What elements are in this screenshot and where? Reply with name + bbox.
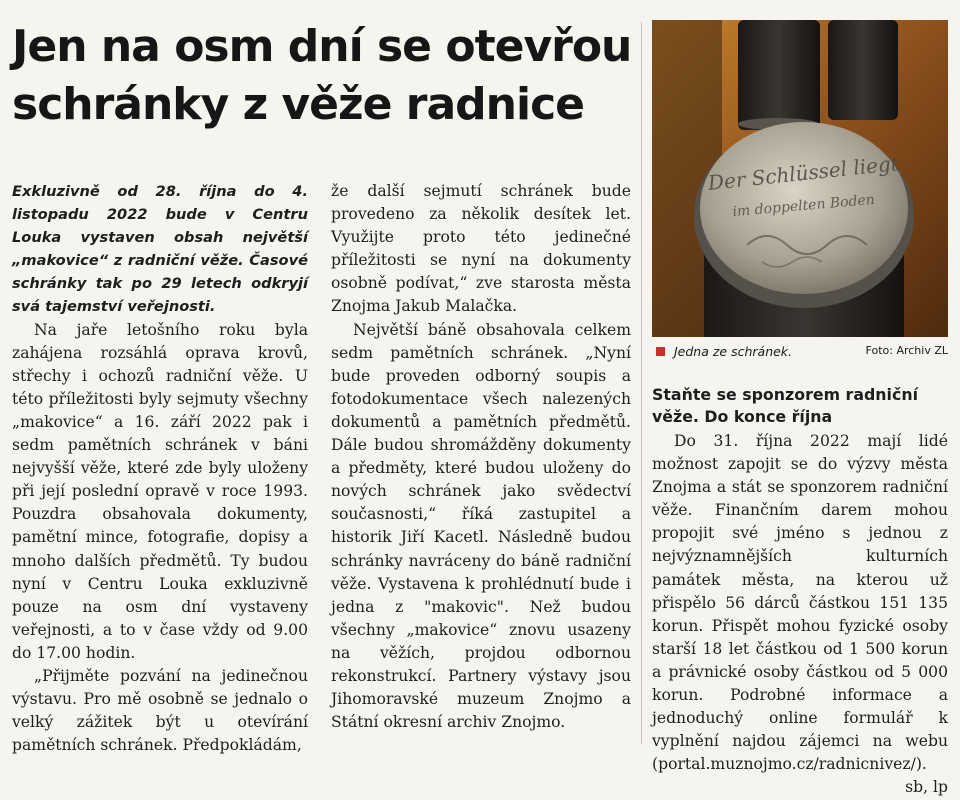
paragraph: „Přijměte pozvání na jedinečnou výstavu. Pro mě osobně se jednalo o velký zážitek být u otevírání pamětních schránek. Předpokládám, [12, 666, 308, 755]
engraving-line-2: im doppelten Boden [731, 191, 876, 221]
paragraph: že další sejmutí schránek bude provedeno za několik desítek let. Využijte proto této jedinečné příležitosti se nyní na dokumenty osobně podívat,“ zve starosta města Znojma Jakub Malačka. [331, 182, 631, 316]
article-lead: Exkluzivně od 28. října do 4. listopadu 2022 bude v Centru Louka vystaven obsah největší „makovice“ z radniční věže. Časové schránky tak po 29 letech odkryjí svá tajemství veřejnosti. [12, 183, 308, 316]
sidebar-heading: Staňte se sponzorem radniční věže. Do konce října [652, 385, 918, 426]
time-capsule-image [652, 20, 948, 337]
photo-caption [652, 344, 948, 362]
paragraph: Na jaře letošního roku byla zahájena rozsáhlá oprava krovů, střechy i ochozů radniční věže. U této příležitosti byly sejmuty všechny „makovice“ a 16. září 2022 pak i sedm pamětních schránek v báni nejvyšší věže, které zde byly uloženy při její poslední opravě v roce 1993. Pouzdra obsahovala dokumenty, pamětní mince, fotografie, dopisy a mnoho dalších předmětů. Ty budou nyní v Centru Louka exkluzivně pouze na osm dní vystaveny veřejnosti, a to v čase vždy od 9.00 do 17.00 hodin. [12, 320, 308, 662]
caption-marker [656, 347, 665, 356]
paragraph: Největší báně obsahovala celkem sedm pamětních schránek. „Nyní bude proveden odborný soupis a fotodokumentace všech nalezených dokumentů a pamětních předmětů. Dále budou shromážděny dokumenty a předměty, které budou uloženy do nových schránek jako svědectví současnosti,“ říká zastupitel a historik Jiří Kacetl. Následně budou schránky navráceny do báně radniční věže. Vystavena k prohlédnutí bude i jedna z "makovic". Než budou všechny „makovice“ znovu usazeny na věžích, projdou odbornou rekonstrukcí. Partnery výstavy jsou Jihomoravské muzeum Znojmo a Státní okresní archiv Znojmo. [331, 320, 631, 732]
caption-text: Jedna ze schránek. [674, 344, 793, 359]
column-divider [641, 22, 642, 744]
sidebar-body: Do 31. října 2022 mají lidé možnost zapojit se do výzvy města Znojma a stát se sponzorem radniční věže. Finančním darem mohou propojit své jméno s jednou z nejvýznamnějších kulturních památek města, na kterou už přispělo 56 dárců částkou 151 135 korun. Přispět mohou fyzické osoby starší 18 let částkou od 1 500 korun a právnické osoby částkou od 5 000 korun. Podrobné informace a jednoduchý online formulář k vyplnění najdou zájemci na webu (portal.muznojmo.cz/radnicnivez/). [652, 432, 948, 774]
article-headline: Jen na osm dní se otevřou schránky z věže radnice [12, 21, 632, 130]
author-signature: sb, lp [905, 778, 948, 797]
column-1 [12, 180, 308, 757]
sidebar-box [652, 384, 948, 800]
photo-credit: Foto: Archiv ZL [865, 344, 948, 357]
column-2 [331, 180, 631, 734]
engraving-line-1: Der Schlüssel liegt [706, 151, 900, 195]
article-photo [652, 20, 948, 337]
